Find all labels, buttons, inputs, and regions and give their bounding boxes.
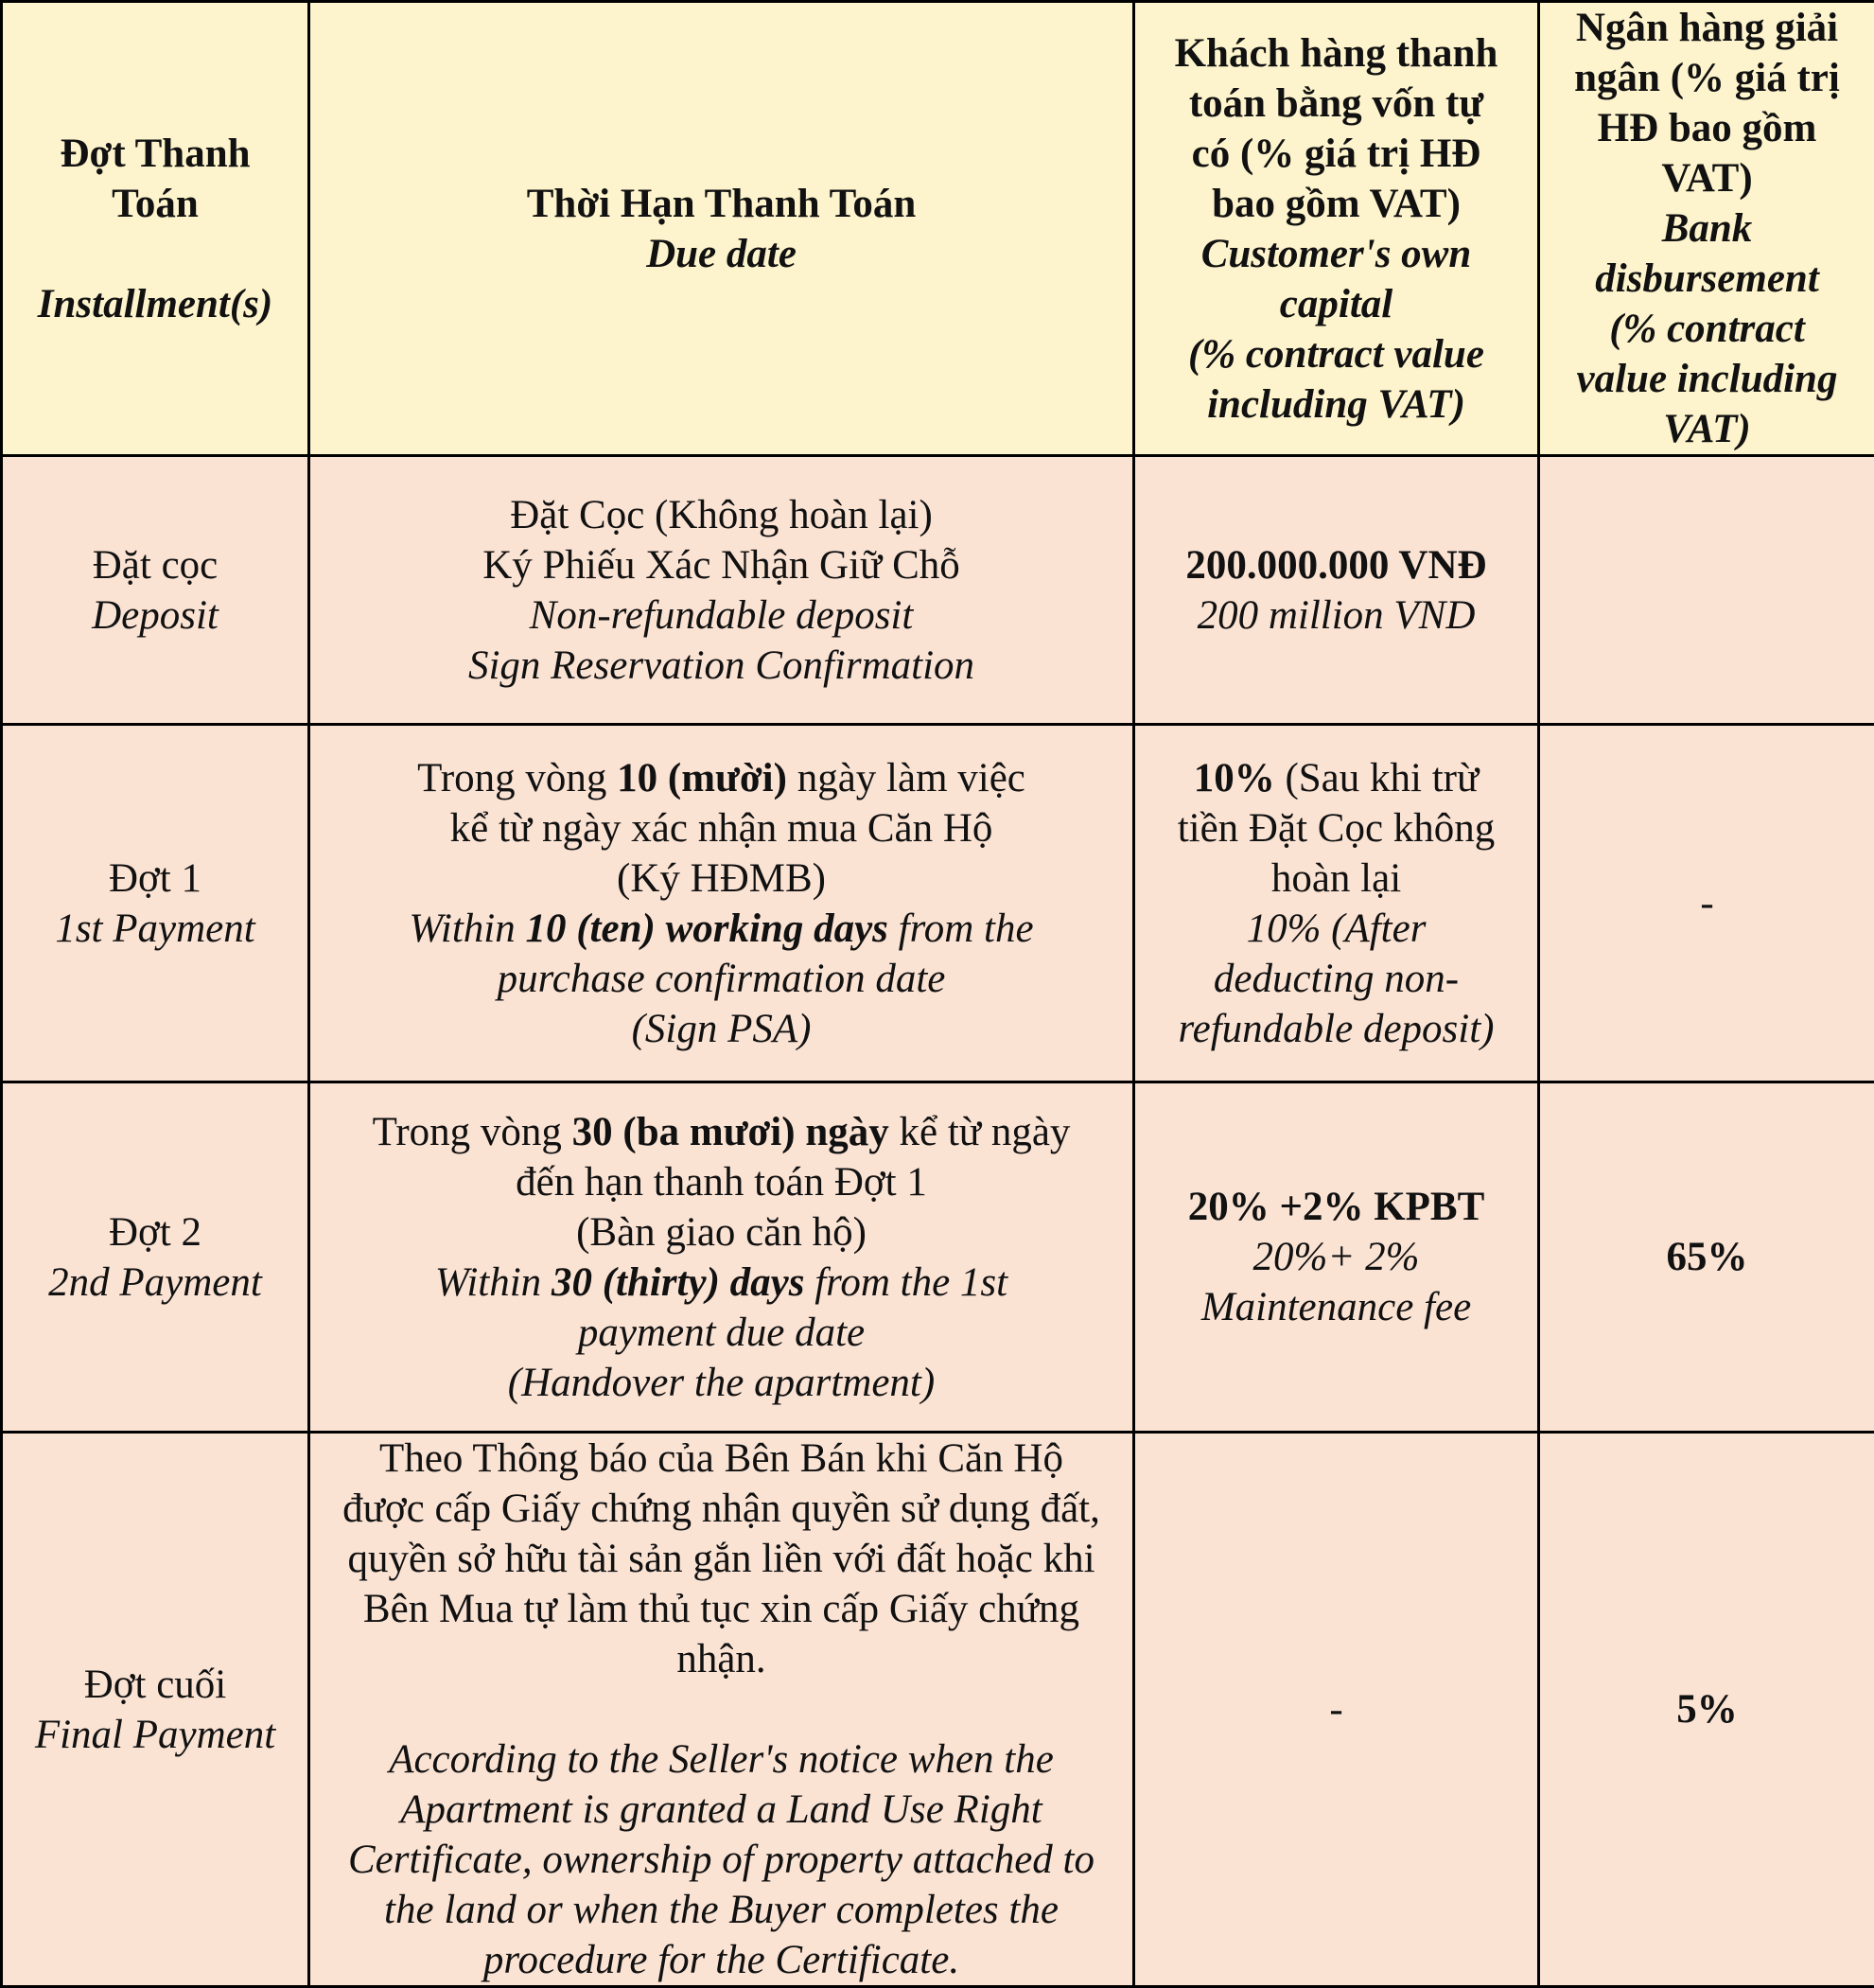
customer-vi-2: tiền Đặt Cọc không	[1139, 803, 1533, 853]
due-en-3: Certificate, ownership of property attached to	[314, 1835, 1129, 1885]
customer-en-2: deducting non-	[1139, 954, 1533, 1004]
customer-vi-3: hoàn lại	[1139, 853, 1533, 904]
customer-en-2: Maintenance fee	[1139, 1282, 1533, 1332]
header-bank-en-5: VAT)	[1544, 404, 1870, 454]
customer-vi-1: 10% (Sau khi trừ	[1139, 753, 1533, 803]
due-en-2: Sign Reservation Confirmation	[314, 641, 1129, 691]
due-en-2: purchase confirmation date	[314, 954, 1129, 1004]
cell-customer-second	[1134, 1082, 1539, 1433]
header-installment	[2, 2, 309, 456]
due-vi-2: đến hạn thanh toán Đợt 1	[314, 1157, 1129, 1207]
customer-en-1: 10% (After	[1139, 904, 1533, 954]
cell-bank-final: 5%	[1539, 1433, 1874, 1987]
due-en-3: (Sign PSA)	[314, 1004, 1129, 1054]
due-vi-2: Ký Phiếu Xác Nhận Giữ Chỗ	[314, 540, 1129, 590]
cell-customer-final: -	[1134, 1433, 1539, 1987]
due-en-1: Within 30 (thirty) days from the 1st	[314, 1258, 1129, 1308]
due-vi-3: quyền sở hữu tài sản gắn liền với đất hoặc khi	[314, 1534, 1129, 1584]
due-vi-3: (Bàn giao căn hộ)	[314, 1207, 1129, 1258]
header-bank-vi-1: Ngân hàng giải	[1544, 3, 1870, 53]
due-vi-2: được cấp Giấy chứng nhận quyền sử dụng đất,	[314, 1484, 1129, 1534]
cell-installment-deposit	[2, 456, 309, 725]
installment-vi: Đợt 1	[7, 853, 304, 904]
cell-bank-first: -	[1539, 725, 1874, 1082]
table-row-deposit	[2, 456, 1874, 725]
header-row	[2, 2, 1874, 456]
header-bank-en-1: Bank	[1544, 203, 1870, 254]
header-customer-vi-1: Khách hàng thanh	[1139, 28, 1533, 79]
header-bank-en-3: (% contract	[1544, 304, 1870, 354]
due-en-1: Non-refundable deposit	[314, 590, 1129, 641]
due-vi-4: Bên Mua tự làm thủ tục xin cấp Giấy chứng	[314, 1584, 1129, 1634]
due-en-2: payment due date	[314, 1308, 1129, 1358]
installment-vi: Đợt cuối	[7, 1660, 304, 1710]
cell-bank-second: 65%	[1539, 1082, 1874, 1433]
due-vi-1: Trong vòng 10 (mười) ngày làm việc	[314, 753, 1129, 803]
header-customer-vi-4: bao gồm VAT)	[1139, 179, 1533, 229]
due-en-1: According to the Seller's notice when the	[314, 1734, 1129, 1785]
cell-customer-first	[1134, 725, 1539, 1082]
table-row-second-payment	[2, 1082, 1874, 1433]
due-vi-1: Trong vòng 30 (ba mươi) ngày kể từ ngày	[314, 1107, 1129, 1157]
header-customer-en-1: Customer's own	[1139, 229, 1533, 279]
table-row-first-payment	[2, 725, 1874, 1082]
header-installment-en: Installment(s)	[7, 279, 304, 329]
header-customer-en-2: capital	[1139, 279, 1533, 329]
header-installment-vi-2: Toán	[7, 179, 304, 229]
installment-en: Final Payment	[7, 1710, 304, 1760]
customer-vi: 200.000.000 VNĐ	[1139, 540, 1533, 590]
customer-en: 200 million VND	[1139, 590, 1533, 641]
header-bank-disbursement	[1539, 2, 1874, 456]
cell-bank-deposit	[1539, 456, 1874, 725]
customer-en-3: refundable deposit)	[1139, 1004, 1533, 1054]
customer-vi: 20% +2% KPBT	[1139, 1182, 1533, 1232]
due-en-3: (Handover the apartment)	[314, 1358, 1129, 1408]
installment-vi: Đặt cọc	[7, 540, 304, 590]
header-bank-en-2: disbursement	[1544, 254, 1870, 304]
due-en-2: Apartment is granted a Land Use Right	[314, 1785, 1129, 1835]
due-vi-1: Theo Thông báo của Bên Bán khi Căn Hộ	[314, 1434, 1129, 1484]
header-customer-vi-3: có (% giá trị HĐ	[1139, 129, 1533, 179]
installment-en: 1st Payment	[7, 904, 304, 954]
header-customer-vi-2: toán bằng vốn tự	[1139, 79, 1533, 129]
header-due-date-vi: Thời Hạn Thanh Toán	[314, 179, 1129, 229]
customer-en-1: 20%+ 2%	[1139, 1232, 1533, 1282]
due-vi-2: kể từ ngày xác nhận mua Căn Hộ	[314, 803, 1129, 853]
cell-customer-deposit	[1134, 456, 1539, 725]
due-en-4: the land or when the Buyer completes the	[314, 1885, 1129, 1935]
cell-installment-final	[2, 1433, 309, 1987]
header-customer-en-4: including VAT)	[1139, 379, 1533, 430]
header-bank-en-4: value including	[1544, 354, 1870, 404]
due-vi-3: (Ký HĐMB)	[314, 853, 1129, 904]
header-due-date	[309, 2, 1134, 456]
header-customer-capital	[1134, 2, 1539, 456]
cell-due-final	[309, 1433, 1134, 1987]
due-en-1: Within 10 (ten) working days from the	[314, 904, 1129, 954]
header-due-date-en: Due date	[314, 229, 1129, 279]
installment-en: 2nd Payment	[7, 1258, 304, 1308]
due-vi-5: nhận.	[314, 1634, 1129, 1684]
cell-installment-first	[2, 725, 309, 1082]
due-en-5: procedure for the Certificate.	[314, 1935, 1129, 1985]
table-row-final-payment	[2, 1433, 1874, 1987]
header-bank-vi-4: VAT)	[1544, 153, 1870, 203]
header-installment-vi-1: Đợt Thanh	[7, 129, 304, 179]
header-bank-vi-3: HĐ bao gồm	[1544, 103, 1870, 153]
cell-due-second	[309, 1082, 1134, 1433]
installment-vi: Đợt 2	[7, 1207, 304, 1258]
installment-en: Deposit	[7, 590, 304, 641]
header-bank-vi-2: ngân (% giá trị	[1544, 53, 1870, 103]
header-customer-en-3: (% contract value	[1139, 329, 1533, 379]
cell-due-deposit	[309, 456, 1134, 725]
cell-installment-second	[2, 1082, 309, 1433]
cell-due-first	[309, 725, 1134, 1082]
due-vi-1: Đặt Cọc (Không hoàn lại)	[314, 490, 1129, 540]
